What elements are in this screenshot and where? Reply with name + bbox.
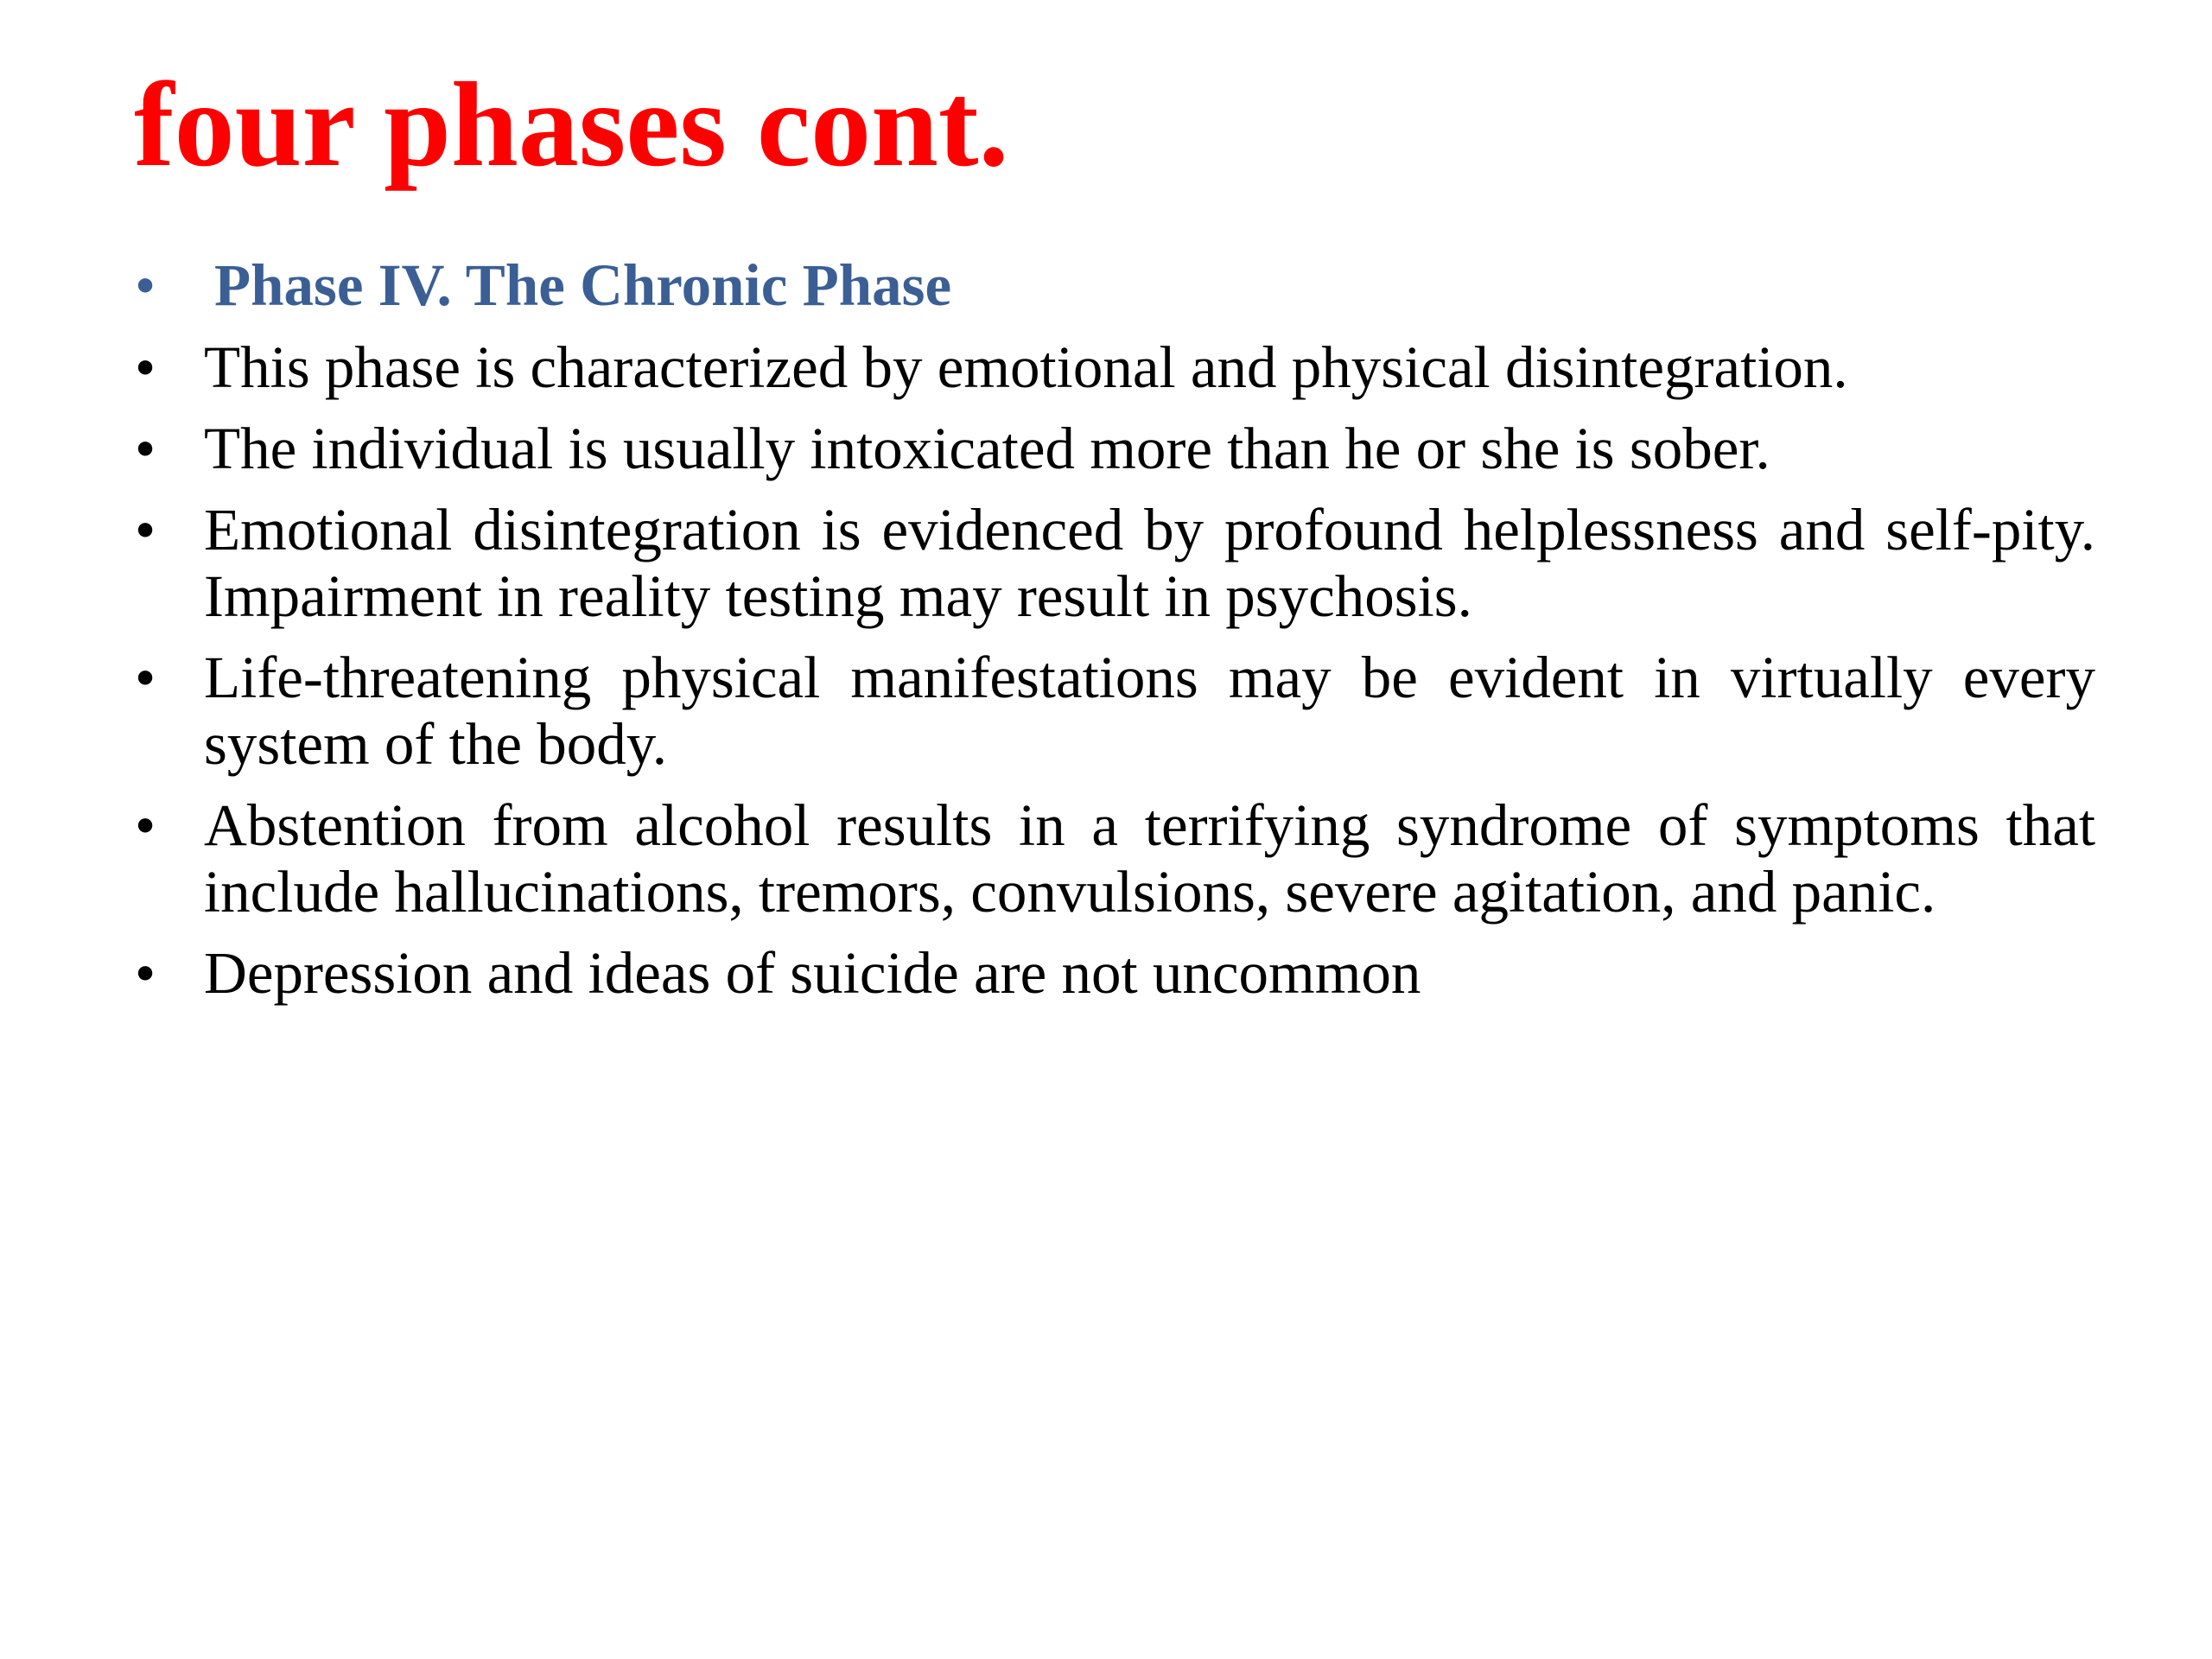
bullet-item [130, 645, 2095, 778]
bullet-icon: • [135, 416, 156, 481]
bullet-text: This phase is characterized by emotional and physical disintegration. [204, 334, 1848, 400]
bullet-list [130, 252, 2095, 1021]
bullet-text: Emotional disintegration is evidenced by profound helplessness and self-pity. Impairment in reality testing may result in psychosis. [204, 497, 2095, 629]
bullet-text: Phase IV. The Chronic Phase [214, 252, 952, 318]
bullet-text: Life-threatening physical manifestations may be evident in virtually every system of the body. [204, 645, 2095, 777]
bullet-item [130, 416, 2095, 482]
bullet-icon: • [135, 252, 156, 318]
bullet-item [130, 940, 2095, 1007]
bullet-icon: • [135, 497, 156, 563]
bullet-item [130, 792, 2095, 925]
bullet-icon: • [135, 792, 156, 858]
bullet-icon: • [135, 940, 156, 1006]
slide-title: four phases cont. [134, 58, 1009, 192]
bullet-item [130, 334, 2095, 401]
bullet-text: The individual is usually intoxicated more than he or she is sober. [204, 416, 1770, 481]
bullet-icon: • [135, 645, 156, 710]
bullet-text: Abstention from alcohol results in a terrifying syndrome of symptoms that include hallucinations, tremors, convulsions, severe agitation, and panic. [204, 792, 2095, 925]
bullet-item-phase-heading [130, 252, 2095, 319]
bullet-icon: • [135, 334, 156, 400]
bullet-text: Depression and ideas of suicide are not uncommon [204, 940, 1421, 1006]
bullet-item [130, 497, 2095, 630]
